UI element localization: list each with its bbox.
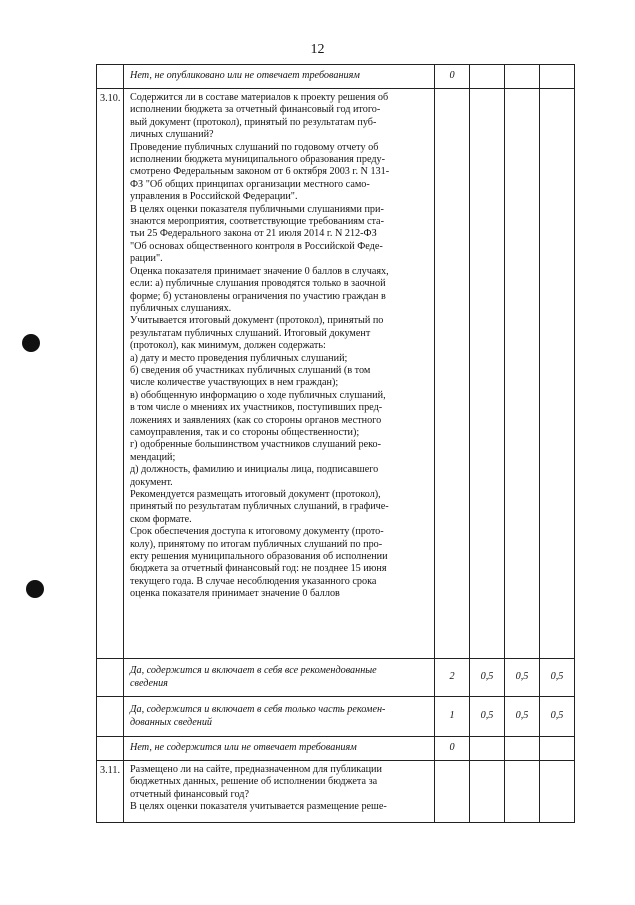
text-line: публичных слушаниях. bbox=[130, 302, 232, 314]
score-cell bbox=[540, 89, 575, 659]
score-cell: 0,5 bbox=[540, 659, 575, 697]
row-number: 3.10. bbox=[97, 89, 124, 659]
text-line: смотрено Федеральным законом от 6 октября 2003 г. N 131- bbox=[130, 166, 390, 178]
binder-hole-bottom bbox=[26, 580, 44, 598]
score-cell bbox=[505, 65, 540, 89]
option-text: Нет, не содержится или не отвечает требованиям bbox=[124, 737, 435, 761]
text-line: Да, содержится и включает в себя только часть рекомен- bbox=[130, 704, 386, 716]
text-line: В целях оценки показателя учитывается размещение реше- bbox=[130, 801, 387, 813]
option-text bbox=[124, 697, 435, 737]
criterion-text bbox=[124, 89, 435, 659]
text-line: дованных сведений bbox=[130, 716, 213, 728]
text-line: ложениях и заявлениях (как со стороны органов местного bbox=[130, 414, 382, 426]
text-line: г) одобренные большинством участников слушаний реко- bbox=[130, 439, 382, 451]
text-line: бюджета за отчетный финансовый год: не позднее 15 июня bbox=[130, 563, 387, 575]
score-cell bbox=[470, 737, 505, 761]
criteria-table bbox=[96, 64, 575, 823]
text-line: ФЗ "Об общих принципах организации местного само- bbox=[130, 178, 370, 190]
score-cell bbox=[540, 65, 575, 89]
text-line: документ. bbox=[130, 476, 173, 488]
row-number bbox=[97, 697, 124, 737]
text-line: сведения bbox=[130, 677, 168, 689]
text-line: тьи 25 Федерального закона от 21 июля 2014 г. N 212-ФЗ bbox=[130, 228, 377, 240]
option-text bbox=[124, 659, 435, 697]
table-row bbox=[97, 697, 575, 737]
text-line: оценка показателя принимает значение 0 баллов bbox=[130, 588, 340, 600]
option-text: Нет, не опубликовано или не отвечает требованиям bbox=[124, 65, 435, 89]
text-line: Содержится ли в составе материалов к проекту решения об bbox=[130, 92, 389, 103]
max-score: 1 bbox=[435, 697, 470, 737]
text-line: управления в Российской Федерации". bbox=[130, 191, 298, 203]
text-line: знаются мероприятия, соответствующие требованиям ста- bbox=[130, 216, 384, 228]
score-cell bbox=[540, 737, 575, 761]
row-number: 3.11. bbox=[97, 761, 124, 823]
text-line: текущего года. В случае несоблюдения указанного срока bbox=[130, 575, 377, 587]
text-line: Срок обеспечения доступа к итоговому документу (прото- bbox=[130, 526, 384, 538]
text-line: ском формате. bbox=[130, 513, 192, 525]
text-line: результатам публичных слушаний. Итоговый документ bbox=[130, 327, 371, 339]
text-line: исполнении бюджета муниципального образования преду- bbox=[130, 154, 386, 166]
text-line: числе количестве участвующих в нем граждан); bbox=[130, 377, 339, 389]
text-line: колу), принятому по итогам публичных слушаний по про- bbox=[130, 538, 383, 550]
text-line: Учитывается итоговый документ (протокол), принятый по bbox=[130, 315, 384, 327]
score-cell bbox=[505, 737, 540, 761]
text-line: б) сведения об участниках публичных слушаний (в том bbox=[130, 364, 371, 376]
row-number bbox=[97, 659, 124, 697]
table-row bbox=[97, 737, 575, 761]
max-score bbox=[435, 761, 470, 823]
row-number bbox=[97, 65, 124, 89]
max-score: 2 bbox=[435, 659, 470, 697]
text-line: Размещено ли на сайте, предназначенном для публикации bbox=[130, 764, 382, 775]
page-number: 12 bbox=[310, 42, 325, 57]
score-cell: 0,5 bbox=[540, 697, 575, 737]
text-line: В целях оценки показателя публичными слушаниями при- bbox=[130, 203, 384, 215]
max-score: 0 bbox=[435, 65, 470, 89]
score-cell bbox=[470, 89, 505, 659]
text-line: Рекомендуется размещать итоговый документ (протокол), bbox=[130, 489, 381, 500]
score-cell bbox=[470, 65, 505, 89]
text-line: принятый по результатам публичных слушаний, в графиче- bbox=[130, 501, 389, 513]
score-cell bbox=[505, 89, 540, 659]
text-line: личных слушаний? bbox=[130, 129, 214, 141]
text-line: Оценка показателя принимает значение 0 баллов в случаях, bbox=[130, 265, 389, 277]
text-line: исполнении бюджета за отчетный финансовый год итого- bbox=[130, 104, 381, 116]
text-line: "Об основах общественного контроля в Российской Феде- bbox=[130, 240, 383, 252]
row-number bbox=[97, 737, 124, 761]
score-cell bbox=[505, 761, 540, 823]
text-line: рации". bbox=[130, 253, 163, 265]
text-line: (протокол), как минимум, должен содержать: bbox=[130, 340, 326, 352]
text-line: форме; б) установлены ограничения по участию граждан в bbox=[130, 290, 386, 302]
text-line: мендаций; bbox=[130, 451, 176, 463]
score-cell bbox=[540, 761, 575, 823]
table-row bbox=[97, 65, 575, 89]
text-line: в том числе о мнениях их участников, поступивших пред- bbox=[130, 402, 383, 414]
text-line: а) дату и место проведения публичных слушаний; bbox=[130, 352, 348, 364]
max-score: 0 bbox=[435, 737, 470, 761]
score-cell: 0,5 bbox=[505, 697, 540, 737]
text-line: в) обобщенную информацию о ходе публичных слушаний, bbox=[130, 389, 386, 401]
text-line: екту решения муниципального образования об исполнении bbox=[130, 551, 388, 563]
table-row bbox=[97, 761, 575, 823]
score-cell bbox=[470, 761, 505, 823]
text-line: вый документ (протокол), принятый по результатам пуб- bbox=[130, 116, 377, 128]
score-cell: 0,5 bbox=[470, 659, 505, 697]
table-row bbox=[97, 659, 575, 697]
text-line: если: а) публичные слушания проводятся только в заочной bbox=[130, 278, 386, 290]
binder-hole-top bbox=[22, 334, 40, 352]
criterion-text bbox=[124, 761, 435, 823]
text-line: отчетный финансовый год? bbox=[130, 788, 249, 800]
text-line: Проведение публичных слушаний по годовому отчету об bbox=[130, 141, 379, 153]
max-score bbox=[435, 89, 470, 659]
score-cell: 0,5 bbox=[505, 659, 540, 697]
text-line: д) должность, фамилию и инициалы лица, подписавшего bbox=[130, 464, 379, 476]
text-line: Да, содержится и включает в себя все рекомендованные bbox=[130, 665, 377, 677]
text-line: бюджетных данных, решение об исполнении бюджета за bbox=[130, 776, 378, 788]
table-row bbox=[97, 89, 575, 659]
text-line: самоуправления, так и со стороны общественности); bbox=[130, 426, 360, 438]
score-cell: 0,5 bbox=[470, 697, 505, 737]
